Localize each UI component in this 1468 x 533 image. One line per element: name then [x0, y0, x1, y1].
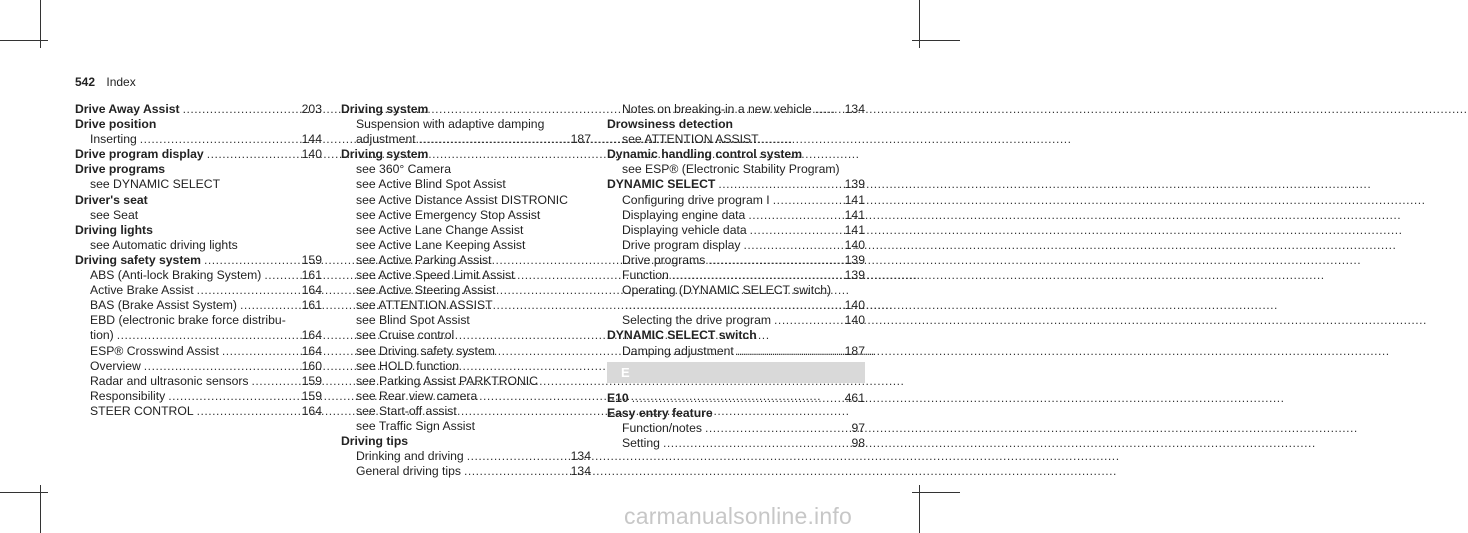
index-subentry	[341, 177, 591, 192]
leader-dots	[737, 344, 842, 359]
page-ref: 159	[301, 252, 322, 267]
index-subentry	[607, 344, 865, 359]
index-subentry	[341, 328, 591, 343]
index-entry	[75, 162, 322, 177]
index-subentry	[75, 283, 322, 298]
entry-text: see ATTENTION ASSIST	[622, 132, 759, 147]
leader-dots	[774, 313, 842, 328]
page-ref: 159	[301, 388, 322, 403]
entry-text: see Traffic Sign Assist	[356, 418, 475, 433]
index-subentry	[607, 238, 865, 253]
leader-dots	[207, 147, 299, 162]
index-entry	[341, 434, 591, 449]
entry-text: see Blind Spot Assist	[356, 313, 470, 328]
page-ref: 203	[301, 102, 322, 116]
index-entry	[607, 328, 865, 343]
entry-text: Notes on breaking-in a new vehicle	[622, 102, 812, 116]
index-entry	[607, 177, 865, 192]
page-ref: 139	[844, 177, 865, 192]
page-ref: 98	[851, 436, 865, 451]
index-subentry	[341, 389, 591, 404]
leader-dots	[708, 253, 841, 268]
index-subentry	[75, 344, 322, 359]
entry-text: see Automatic driving lights	[90, 237, 238, 252]
entry-text: STEER CONTROL	[90, 403, 194, 418]
index-subentry	[75, 238, 322, 253]
index-entry	[75, 223, 322, 238]
entry-text: see Active Blind Spot Assist	[356, 177, 506, 192]
index-subentry	[607, 132, 865, 147]
entry-text: Selecting the drive program	[622, 313, 772, 328]
entry-text: DYNAMIC SELECT	[607, 177, 716, 192]
leader-dots	[197, 404, 299, 419]
entry-text: see Active Speed Limit Assist	[356, 268, 515, 283]
entry-text: DYNAMIC SELECT switch	[607, 328, 757, 343]
entry-text: Dynamic handling control system	[607, 147, 803, 162]
index-entry	[75, 253, 322, 268]
index-subentry	[75, 298, 322, 313]
page-ref: 164	[301, 343, 322, 358]
entry-text: Function/notes	[622, 421, 702, 436]
crop-mark	[0, 40, 48, 41]
page-ref: 140	[844, 313, 865, 328]
index-subentry	[607, 223, 865, 238]
index-subentry	[75, 328, 322, 343]
leader-dots	[632, 391, 842, 406]
index-subentry	[341, 283, 591, 298]
leader-dots	[744, 238, 842, 253]
page-ref: 159	[301, 373, 322, 388]
entry-text: Driving system	[341, 147, 429, 162]
index-subentry	[75, 389, 322, 404]
page-ref: 140	[844, 237, 865, 252]
index-entry	[75, 193, 322, 208]
index-subentry	[341, 268, 591, 283]
index-entry	[607, 117, 865, 132]
index-subentry	[75, 374, 322, 389]
index-subentry	[341, 404, 591, 419]
index-subentry	[607, 283, 865, 298]
entry-text: ESP® Crosswind Assist	[90, 343, 219, 358]
page-header	[75, 75, 136, 89]
entry-text: Drive Away Assist	[75, 102, 180, 116]
page-ref: 164	[301, 403, 322, 418]
leader-dots	[204, 253, 299, 268]
entry-text: Active Brake Assist	[90, 283, 194, 298]
entry-text: Inserting	[90, 132, 137, 147]
leader-dots	[705, 421, 848, 436]
index-subentry	[341, 208, 591, 223]
page-ref: 161	[301, 298, 322, 313]
index-subentry	[341, 344, 591, 359]
index-entry	[607, 147, 865, 162]
entry-text: Suspension with adaptive damping	[356, 117, 545, 132]
index-subentry	[607, 421, 865, 436]
index-subentry	[75, 313, 322, 328]
index-entry	[607, 391, 865, 406]
entry-text: Setting	[622, 436, 660, 451]
page-ref: 134	[570, 449, 591, 464]
entry-text: EBD (electronic brake force distribu-	[90, 313, 286, 328]
index-entry	[607, 406, 865, 421]
leader-dots	[240, 298, 299, 313]
entry-text: Drive program display	[622, 237, 741, 252]
index-subentry	[341, 374, 591, 389]
entry-text: BAS (Brake Assist System)	[90, 298, 237, 313]
index-subentry	[607, 436, 865, 451]
leader-dots	[672, 268, 842, 283]
entry-text: see 360° Camera	[356, 162, 451, 177]
entry-text: Drive position	[75, 117, 157, 132]
page-ref: 139	[844, 268, 865, 283]
entry-text: Driving lights	[75, 222, 153, 237]
index-entry	[341, 102, 591, 117]
index-subentry	[75, 268, 322, 283]
page-ref: 144	[301, 132, 322, 147]
page-ref: 134	[844, 102, 865, 116]
page-ref: 461	[844, 391, 865, 405]
entry-text: see Start-off assist	[356, 403, 457, 418]
index-subentry	[341, 253, 591, 268]
leader-dots	[168, 389, 298, 404]
crop-mark	[912, 492, 960, 493]
entry-text: ABS (Anti-lock Braking System)	[90, 268, 262, 283]
entry-text: General driving tips	[356, 464, 461, 479]
index-subentry	[341, 298, 591, 313]
entry-text: Easy entry feature	[607, 406, 713, 421]
entry-text: Drinking and driving	[356, 449, 464, 464]
index-subentry	[607, 208, 865, 223]
index-subentry	[607, 162, 865, 177]
entry-text: see Rear view camera	[356, 388, 478, 403]
leader-dots	[144, 359, 299, 374]
leader-dots	[718, 177, 841, 192]
page-ref: 187	[570, 132, 591, 147]
entry-text: see Parking Assist PARKTRONIC	[356, 373, 538, 388]
index-subentry	[75, 208, 322, 223]
index-subentry	[75, 359, 322, 374]
page-ref: 141	[844, 192, 865, 207]
section-letter: E	[621, 365, 630, 380]
leader-dots	[773, 193, 842, 208]
index-subentry	[75, 132, 322, 147]
index-entry	[75, 147, 322, 162]
index-subentry	[341, 193, 591, 208]
index-subentry	[341, 223, 591, 238]
index-entry	[75, 117, 322, 132]
entry-text: Configuring drive program I	[622, 192, 770, 207]
page-number: 542	[75, 75, 96, 89]
page-ref: 141	[844, 207, 865, 222]
entry-text: see Active Parking Assist	[356, 252, 492, 267]
index-subentry	[607, 298, 865, 313]
entry-text: Damping adjustment	[622, 343, 734, 358]
index-column-2	[341, 102, 591, 479]
leader-dots	[419, 132, 568, 147]
crop-mark	[0, 492, 48, 493]
entry-text: Radar and ultrasonic sensors	[90, 373, 249, 388]
entry-text: see Seat	[90, 207, 139, 222]
index-subentry	[341, 419, 591, 434]
page-ref: 164	[301, 283, 322, 298]
index-subentry	[75, 177, 322, 192]
section-header	[607, 362, 865, 383]
index-subentry	[341, 162, 591, 177]
entry-text: Driving safety system	[75, 252, 201, 267]
page-ref: 134	[570, 464, 591, 479]
entry-text: Drowsiness detection	[607, 117, 733, 132]
page-ref: 187	[844, 343, 865, 358]
entry-text: E10	[607, 391, 629, 405]
entry-text: adjustment	[356, 132, 416, 147]
leader-dots	[750, 223, 842, 238]
index-subentry	[341, 464, 591, 479]
index-subentry	[341, 359, 591, 374]
leader-dots	[264, 268, 298, 283]
entry-text: Drive programs	[622, 252, 706, 267]
entry-text: Drive program display	[75, 147, 204, 162]
leader-dots	[467, 449, 568, 464]
page-ref: 97	[851, 421, 865, 436]
leader-dots	[625, 298, 842, 313]
entry-text: Driving system	[341, 102, 429, 116]
leader-dots	[183, 102, 299, 117]
leader-dots	[140, 132, 299, 147]
index-subentry	[341, 117, 591, 132]
crop-mark	[912, 40, 960, 41]
page-ref: 140	[301, 147, 322, 162]
index-column-3b	[607, 391, 865, 451]
index-entry	[75, 102, 322, 117]
index-subentry	[607, 102, 865, 117]
index-subentry	[607, 313, 865, 328]
page-ref: 161	[301, 268, 322, 283]
page-ref: 139	[844, 252, 865, 267]
leader-dots	[222, 344, 299, 359]
page-ref: 164	[301, 328, 322, 343]
entry-text: Driver's seat	[75, 192, 148, 207]
leader-dots	[663, 436, 848, 451]
entry-text: Operating (DYNAMIC SELECT switch)	[622, 283, 832, 298]
entry-text: see ATTENTION ASSIST	[356, 298, 493, 313]
leader-dots	[464, 464, 568, 479]
index-column-3	[607, 102, 865, 359]
index-entry	[341, 147, 591, 162]
page-ref: 141	[844, 222, 865, 237]
entry-text: see Driving safety system	[356, 343, 495, 358]
entry-text: see Active Distance Assist DISTRONIC	[356, 192, 568, 207]
page-ref: 160	[301, 358, 322, 373]
entry-text: see Active Lane Keeping Assist	[356, 237, 526, 252]
entry-text: Function	[622, 268, 669, 283]
entry-text: Overview	[90, 358, 141, 373]
entry-text: see Active Steering Assist	[356, 283, 496, 298]
entry-text: see HOLD function	[356, 358, 459, 373]
entry-text: see Active Lane Change Assist	[356, 222, 524, 237]
index-subentry	[607, 253, 865, 268]
index-subentry	[607, 268, 865, 283]
entry-text: see Cruise control	[356, 328, 455, 343]
entry-text: tion)	[90, 328, 114, 343]
leader-dots	[815, 102, 842, 117]
page-title: Index	[106, 75, 136, 89]
index-subentry	[607, 193, 865, 208]
watermark: carmanualsonline.info	[624, 503, 852, 529]
index-subentry	[75, 404, 322, 419]
leader-dots	[197, 283, 299, 298]
leader-dots	[748, 208, 841, 223]
entry-text: see Active Emergency Stop Assist	[356, 207, 541, 222]
entry-text: Displaying vehicle data	[622, 222, 747, 237]
entry-text: see ESP® (Electronic Stability Program)	[622, 162, 840, 177]
entry-text: Driving tips	[341, 434, 409, 449]
index-subentry	[341, 132, 591, 147]
entry-text: Drive programs	[75, 162, 166, 177]
leader-dots	[252, 374, 299, 389]
entry-text: Responsibility	[90, 388, 166, 403]
index-subentry	[341, 449, 591, 464]
page-ref: 140	[844, 298, 865, 313]
leader-dots	[117, 328, 299, 343]
index-subentry	[341, 238, 591, 253]
index-column-1	[75, 102, 322, 419]
entry-text: Displaying engine data	[622, 207, 746, 222]
entry-text: see DYNAMIC SELECT	[90, 177, 221, 192]
index-subentry	[341, 313, 591, 328]
